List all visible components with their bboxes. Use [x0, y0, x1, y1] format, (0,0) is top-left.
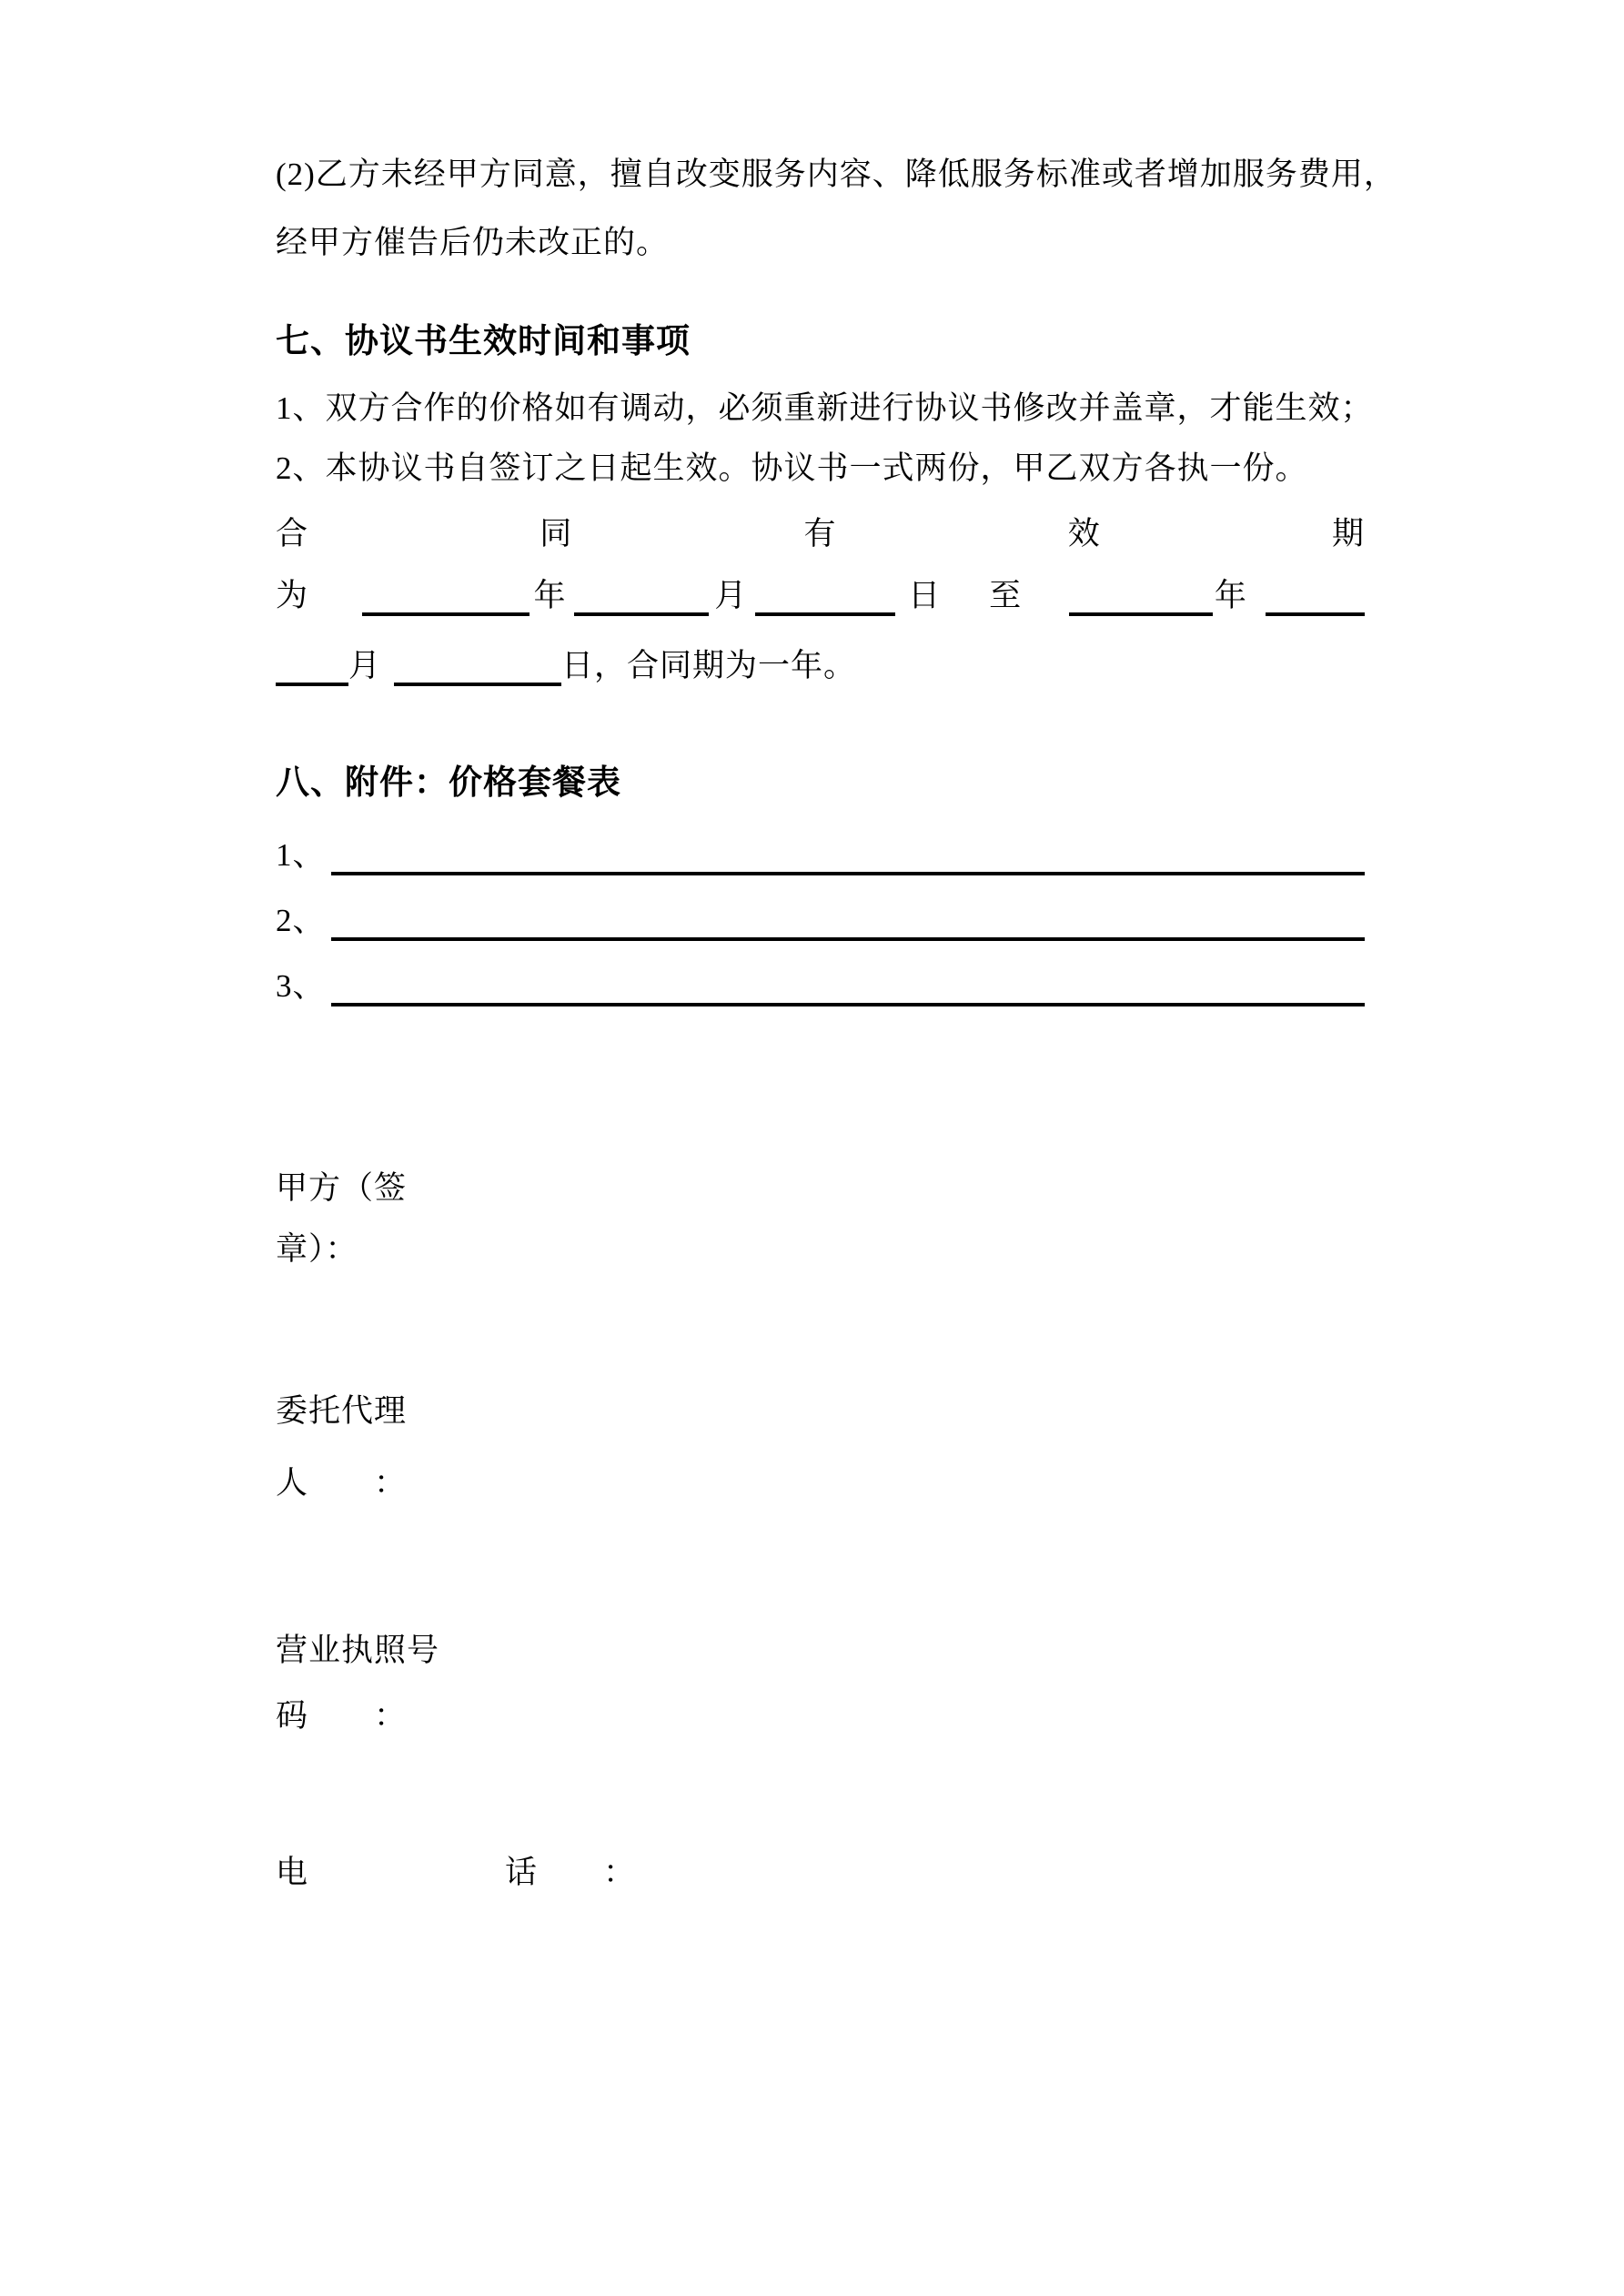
clause2-line1: (2)乙方未经甲方同意，擅自改变服务内容、降低服务标准或者增加服务费用， — [276, 157, 1397, 192]
attachment-blank-line — [331, 965, 1365, 1006]
label-year: 年 — [533, 578, 567, 613]
blank-month-end-part1 — [1266, 576, 1365, 616]
blank-day-end — [394, 646, 561, 686]
validity-char: 期 — [1331, 516, 1365, 551]
label-wei: 为 — [276, 578, 309, 613]
attachment-item-number: 3、 — [276, 968, 326, 1004]
attachment-blank-line — [331, 834, 1365, 875]
validity-char: 同 — [540, 516, 573, 551]
blank-month-start — [574, 576, 710, 616]
label-to: 至 — [989, 578, 1023, 613]
attachment-item-number: 2、 — [276, 903, 326, 938]
label-day: 日 — [561, 648, 595, 683]
validity-char: 合 — [276, 516, 309, 551]
validity-char: 效 — [1067, 516, 1101, 551]
label-month: 月 — [714, 578, 748, 613]
party-a-seal-line1: 甲方（签 — [276, 1170, 408, 1206]
attachment-item-1 — [276, 834, 1365, 875]
agent-line1: 委托代理 — [276, 1393, 408, 1429]
section7-heading: 七、协议书生效时间和事项 — [276, 322, 691, 359]
agent-line2: 人 ： — [276, 1465, 408, 1501]
blank-year-end — [1069, 576, 1213, 616]
validity-char: 有 — [803, 516, 837, 551]
blank-month-end-part2 — [276, 646, 348, 686]
attachment-item-3 — [276, 965, 1365, 1006]
blank-day-start — [755, 576, 895, 616]
validity-justified-line — [276, 514, 1365, 554]
section7-item1: 1、双方合作的价格如有调动，必须重新进行协议书修改并盖章，才能生效； — [276, 390, 1374, 426]
attachment-item-2 — [276, 899, 1365, 941]
label-month: 月 — [348, 648, 382, 683]
section8-heading: 八、附件：价格套餐表 — [276, 764, 621, 801]
clause2-line2: 经甲方催告后仍未改正的。 — [276, 225, 670, 260]
blank-year-start — [362, 576, 530, 616]
section7-item2: 2、本协议书自签订之日起生效。协议书一式两份，甲乙双方各执一份。 — [276, 450, 1308, 486]
label-day: 日 — [908, 578, 942, 613]
business-license-line1: 营业执照号 — [276, 1633, 440, 1668]
one-year-term-text: ，合同期为一年。 — [594, 648, 857, 683]
party-a-seal-line2: 章）： — [276, 1231, 358, 1267]
contract-date-line2 — [276, 646, 1365, 686]
attachment-item-number: 1、 — [276, 837, 326, 873]
contract-date-line1 — [276, 576, 1365, 616]
attachment-blank-line — [331, 899, 1365, 941]
label-year: 年 — [1214, 578, 1247, 613]
business-license-line2: 码 ： — [276, 1698, 408, 1734]
phone-line: 电 话 ： — [276, 1855, 637, 1890]
